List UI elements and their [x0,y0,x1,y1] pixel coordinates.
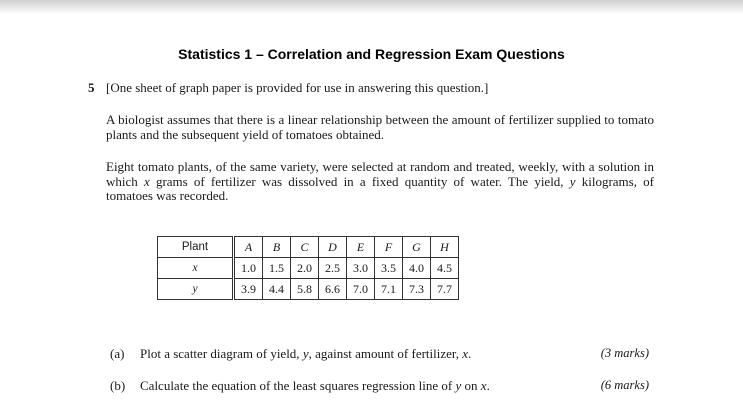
table-cell: 6.6 [319,279,347,300]
table-row-y [158,279,459,300]
question-paragraph-1: A biologist assumes that there is a linear relationship between the amount of fertilizer supplied to tomato plants and the subsequent yield of tomatoes obtained. [106,112,654,142]
table-cell: 2.5 [319,258,347,279]
part-b-var-y: y [455,378,462,393]
part-a-text-1: Plot a scatter diagram of yield, [140,346,303,361]
table-row-plants [158,237,459,258]
part-b-text-2: on [461,378,481,393]
part-b-text-1: Calculate the equation of the least squares regression line of [140,378,456,393]
paragraph-2-text-3: kilograms, of tomatoes was recorded. [106,173,654,203]
part-a-var-y: y [302,346,309,361]
table-cell: H [431,237,459,258]
table-cell: 5.8 [291,279,319,300]
part-a-var-x: x [462,346,468,361]
variable-y: y [569,173,576,189]
table-cell: 2.0 [291,258,319,279]
table-header-y: y [158,279,234,300]
table-cell: 7.0 [347,279,375,300]
table-cell: F [375,237,403,258]
table-cell: 7.1 [375,279,403,300]
table-cell: 7.3 [403,279,431,300]
part-b-var-x: x [480,378,487,393]
question-note: [One sheet of graph paper is provided for use in answering this question.] [106,80,489,95]
table-cell: A [234,237,263,258]
table-cell: 7.7 [431,279,459,300]
question-paragraph-2 [106,160,654,204]
part-a-marks: (3 marks) [600,346,649,360]
table-cell: 3.0 [347,258,375,279]
table-cell: 4.0 [403,258,431,279]
table-cell: D [319,237,347,258]
top-shadow [0,0,743,14]
part-a-text-2: , against amount of fertilizer, [308,346,463,361]
part-a [110,346,471,362]
part-b [110,378,490,394]
table-row-x [158,258,459,279]
variable-x: x [143,173,150,189]
table-cell: 1.0 [234,258,263,279]
question-number: 5 [88,80,95,95]
table-header-x: x [158,258,234,279]
table-cell: 4.5 [431,258,459,279]
table-cell: 3.9 [234,279,263,300]
table-cell: G [403,237,431,258]
part-b-label: (b) [110,378,126,393]
paragraph-2-text-1: Eight tomato plants, of the same variety, were selected at random and treated, weekly, with a solution in which [106,159,654,189]
table-cell: 3.5 [375,258,403,279]
part-b-text-3: . [486,378,490,393]
table-header-plant: Plant [158,237,234,258]
table-cell: 4.4 [263,279,291,300]
part-b-marks: (6 marks) [600,378,649,392]
data-table [157,236,459,300]
table-cell: B [263,237,291,258]
page-title: Statistics 1 – Correlation and Regression Exam Questions [178,46,565,62]
part-a-label: (a) [110,346,125,361]
paragraph-2-text-2: grams of fertilizer was dissolved in a fixed quantity of water. The yield, [149,173,570,189]
part-a-text-3: . [468,346,472,361]
table-cell: 1.5 [263,258,291,279]
table-cell: E [347,237,375,258]
table-cell: C [291,237,319,258]
